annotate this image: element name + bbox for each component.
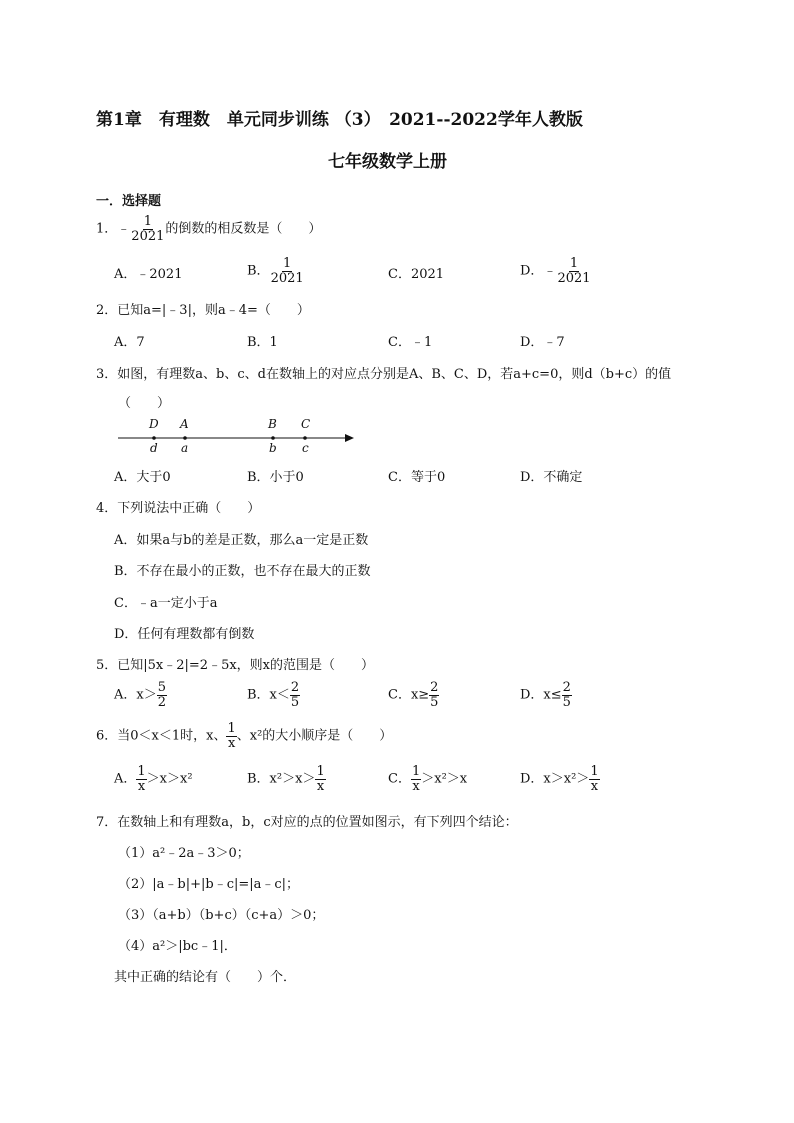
q5-option-a[interactable]: A．x＞ $\frac{5}{2}$	[114, 680, 167, 710]
q7-statement-1: （1）a²﹣2a﹣3＞0；	[118, 846, 250, 861]
question-4: 4．下列说法中正确（ ）	[96, 501, 261, 516]
q6-option-a[interactable]: A． $\frac{1}{x}$ ＞x＞x²	[114, 764, 193, 794]
axis-label-A: A	[180, 417, 189, 431]
title-line-2: 七年级数学上册	[328, 152, 447, 172]
q3-blank: （ ）	[118, 396, 171, 411]
q7-statement-2: （2）|a﹣b|+|b﹣c|=|a﹣c|；	[118, 877, 300, 892]
question-5: 5．已知|5x﹣2|=2﹣5x，则x的范围是（ ）	[96, 658, 375, 673]
axis-label-C: C	[301, 417, 311, 431]
q1-option-d[interactable]: D．﹣ $\frac{1}{2021}$	[520, 256, 591, 286]
axis-label-d: d	[150, 441, 158, 455]
q3-option-b[interactable]: B．小于0	[247, 470, 304, 485]
q6-option-b[interactable]: B．x²＞x＞ $\frac{1}{x}$	[247, 764, 325, 794]
q4-option-c[interactable]: C．﹣a一定小于a	[114, 596, 218, 611]
q2-option-b[interactable]: B．1	[247, 335, 278, 350]
axis-label-c: c	[302, 441, 309, 455]
q1-option-c[interactable]: C．2021	[388, 267, 445, 282]
q4-option-d[interactable]: D．任何有理数都有倒数	[114, 627, 255, 642]
axis-label-D: D	[149, 417, 159, 431]
q1-option-b[interactable]: B． $\frac{1}{2021}$	[247, 256, 304, 286]
question-1: 1．﹣ $\frac{1}{2021}$ 的倒数的相反数是（ ）	[96, 214, 322, 244]
q2-option-a[interactable]: A．7	[114, 335, 145, 350]
question-2: 2．已知a=|﹣3|，则a﹣4=（ ）	[96, 303, 310, 318]
q5-option-b[interactable]: B．x＜ $\frac{2}{5}$	[247, 680, 300, 710]
q5-option-d[interactable]: D．x≤ $\frac{2}{5}$	[520, 680, 571, 710]
q5-option-c[interactable]: C．x≥ $\frac{2}{5}$	[388, 680, 439, 710]
question-7: 7．在数轴上和有理数a，b，c对应的点的位置如图示，有下列四个结论：	[96, 815, 518, 830]
q6-option-c[interactable]: C． $\frac{1}{x}$ ＞x²＞x	[388, 764, 468, 794]
question-3: 3．如图，有理数a、b、c、d在数轴上的对应点分别是A、B、C、D，若a+c=0，则d（b+c）的值	[96, 367, 672, 382]
q4-option-a[interactable]: A．如果a与b的差是正数，那么a一定是正数	[114, 533, 369, 548]
q3-option-d[interactable]: D．不确定	[520, 470, 583, 485]
q3-option-c[interactable]: C．等于0	[388, 470, 446, 485]
q6-option-d[interactable]: D．x＞x²＞ $\frac{1}{x}$	[520, 764, 599, 794]
q4-option-b[interactable]: B．不存在最小的正数，也不存在最大的正数	[114, 564, 371, 579]
q1-fraction: $\frac{1}{2021}$	[131, 214, 165, 244]
q2-option-c[interactable]: C．﹣1	[388, 335, 433, 350]
axis-label-B: B	[268, 417, 277, 431]
q7-statement-4: （4）a²＞|bc﹣1|．	[118, 939, 237, 954]
q1-option-a[interactable]: A．﹣2021	[114, 267, 183, 282]
section-heading: 一．选择题	[96, 194, 162, 209]
question-6: 6．当0＜x＜1时，x、 $\frac{1}{x}$ 、x²的大小顺序是（ ）	[96, 721, 393, 751]
title-line-1: 第1章 有理数 单元同步训练 （3） 2021--2022学年人教版	[96, 110, 583, 130]
q7-tail: 其中正确的结论有（ ）个．	[114, 970, 297, 985]
axis-label-b: b	[269, 441, 277, 455]
q7-statement-3: （3）（a+b）（b+c）（c+a）＞0；	[118, 908, 325, 923]
q2-option-d[interactable]: D．﹣7	[520, 335, 565, 350]
q3-option-a[interactable]: A．大于0	[114, 470, 171, 485]
axis-label-a: a	[181, 441, 189, 455]
